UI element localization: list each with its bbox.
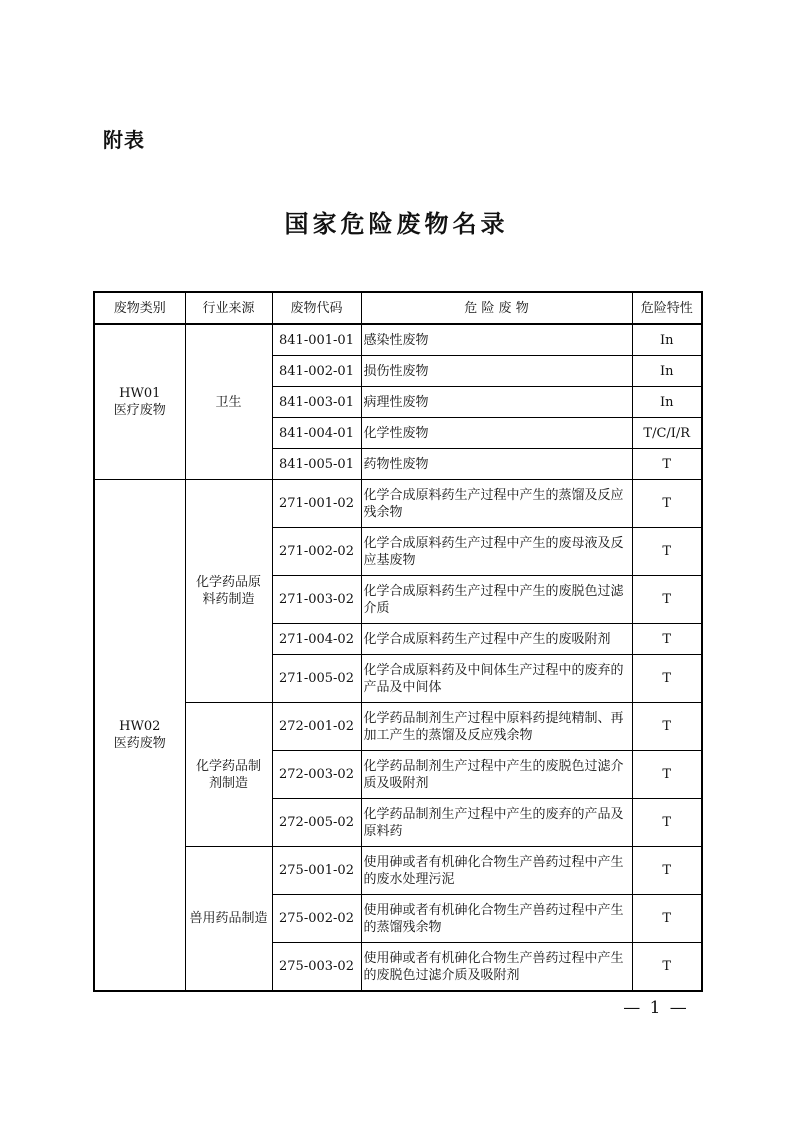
hazard-property: T	[632, 895, 702, 943]
waste-description: 药物性废物	[361, 449, 632, 480]
table-row	[94, 847, 702, 895]
industry-label: 卫生	[215, 394, 242, 410]
industry-cell	[185, 324, 272, 480]
industry-label: 化学药品制 剂制造	[195, 758, 261, 791]
waste-description: 感染性废物	[361, 324, 632, 356]
page-number: — 1 —	[623, 998, 689, 1018]
waste-code: 272-005-02	[272, 799, 361, 847]
hazard-property: T	[632, 576, 702, 624]
category-cell	[94, 480, 185, 992]
waste-code: 841-001-01	[272, 324, 361, 356]
waste-code: 271-001-02	[272, 480, 361, 528]
waste-description: 化学合成原料药生产过程中产生的废吸附剂	[361, 624, 632, 655]
category-label: HW02 医药废物	[113, 719, 166, 751]
hazard-property: T	[632, 528, 702, 576]
table-row	[94, 324, 702, 356]
page-title: 国家危险废物名录	[284, 210, 509, 238]
waste-description: 使用砷或者有机砷化合物生产兽药过程中产生的废脱色过滤介质及吸附剂	[361, 943, 632, 992]
industry-label: 化学药品原 料药制造	[195, 575, 261, 607]
waste-code: 272-001-02	[272, 703, 361, 751]
hazard-property: T	[632, 751, 702, 799]
header-hazard: 危险特性	[632, 292, 702, 324]
waste-code: 841-002-01	[272, 356, 361, 387]
waste-code: 841-005-01	[272, 449, 361, 480]
hazard-property: T	[632, 480, 702, 528]
waste-code: 272-003-02	[272, 751, 361, 799]
hazard-property: T	[632, 624, 702, 655]
category-cell	[94, 324, 185, 480]
hazard-property: T	[632, 847, 702, 895]
waste-description: 化学药品制剂生产过程中原料药提纯精制、再加工产生的蒸馏及反应残余物	[361, 703, 632, 751]
waste-description: 病理性废物	[361, 387, 632, 418]
waste-description: 化学合成原料药生产过程中产生的蒸馏及反应残余物	[361, 480, 632, 528]
waste-description: 化学合成原料药生产过程中产生的废脱色过滤介质	[361, 576, 632, 624]
header-industry: 行业来源	[185, 292, 272, 324]
waste-code: 841-003-01	[272, 387, 361, 418]
hazard-property: T	[632, 943, 702, 992]
industry-cell	[185, 480, 272, 703]
waste-description: 化学合成原料药生产过程中产生的废母液及反应基废物	[361, 528, 632, 576]
waste-code: 271-003-02	[272, 576, 361, 624]
waste-description: 化学药品制剂生产过程中产生的废脱色过滤介质及吸附剂	[361, 751, 632, 799]
hazardous-waste-table	[93, 291, 703, 992]
industry-label: 兽用药品制造	[189, 911, 268, 926]
waste-description: 化学合成原料药及中间体生产过程中的废弃的产品及中间体	[361, 655, 632, 703]
industry-cell	[185, 703, 272, 847]
waste-code: 271-004-02	[272, 624, 361, 655]
appendix-label: 附表	[103, 128, 145, 152]
hazard-property: In	[632, 324, 702, 356]
header-category: 废物类别	[94, 292, 185, 324]
waste-code: 271-002-02	[272, 528, 361, 576]
waste-description: 化学药品制剂生产过程中产生的废弃的产品及原料药	[361, 799, 632, 847]
hazard-property: T	[632, 655, 702, 703]
waste-description: 化学性废物	[361, 418, 632, 449]
hazard-property: T/C/I/R	[632, 418, 702, 449]
waste-description: 使用砷或者有机砷化合物生产兽药过程中产生的蒸馏残余物	[361, 895, 632, 943]
hazard-property: In	[632, 387, 702, 418]
waste-description: 使用砷或者有机砷化合物生产兽药过程中产生的废水处理污泥	[361, 847, 632, 895]
waste-code: 841-004-01	[272, 418, 361, 449]
waste-code: 271-005-02	[272, 655, 361, 703]
industry-cell	[185, 847, 272, 992]
waste-code: 275-001-02	[272, 847, 361, 895]
category-label: HW01 医疗废物	[113, 386, 166, 418]
table-row	[94, 703, 702, 751]
header-waste: 危 险 废 物	[361, 292, 632, 324]
hazard-property: T	[632, 799, 702, 847]
waste-code: 275-003-02	[272, 943, 361, 992]
waste-description: 损伤性废物	[361, 356, 632, 387]
hazard-property: T	[632, 449, 702, 480]
waste-code: 275-002-02	[272, 895, 361, 943]
table-header-row	[94, 292, 702, 324]
hazard-property: In	[632, 356, 702, 387]
table-row	[94, 480, 702, 528]
hazard-property: T	[632, 703, 702, 751]
header-code: 废物代码	[272, 292, 361, 324]
